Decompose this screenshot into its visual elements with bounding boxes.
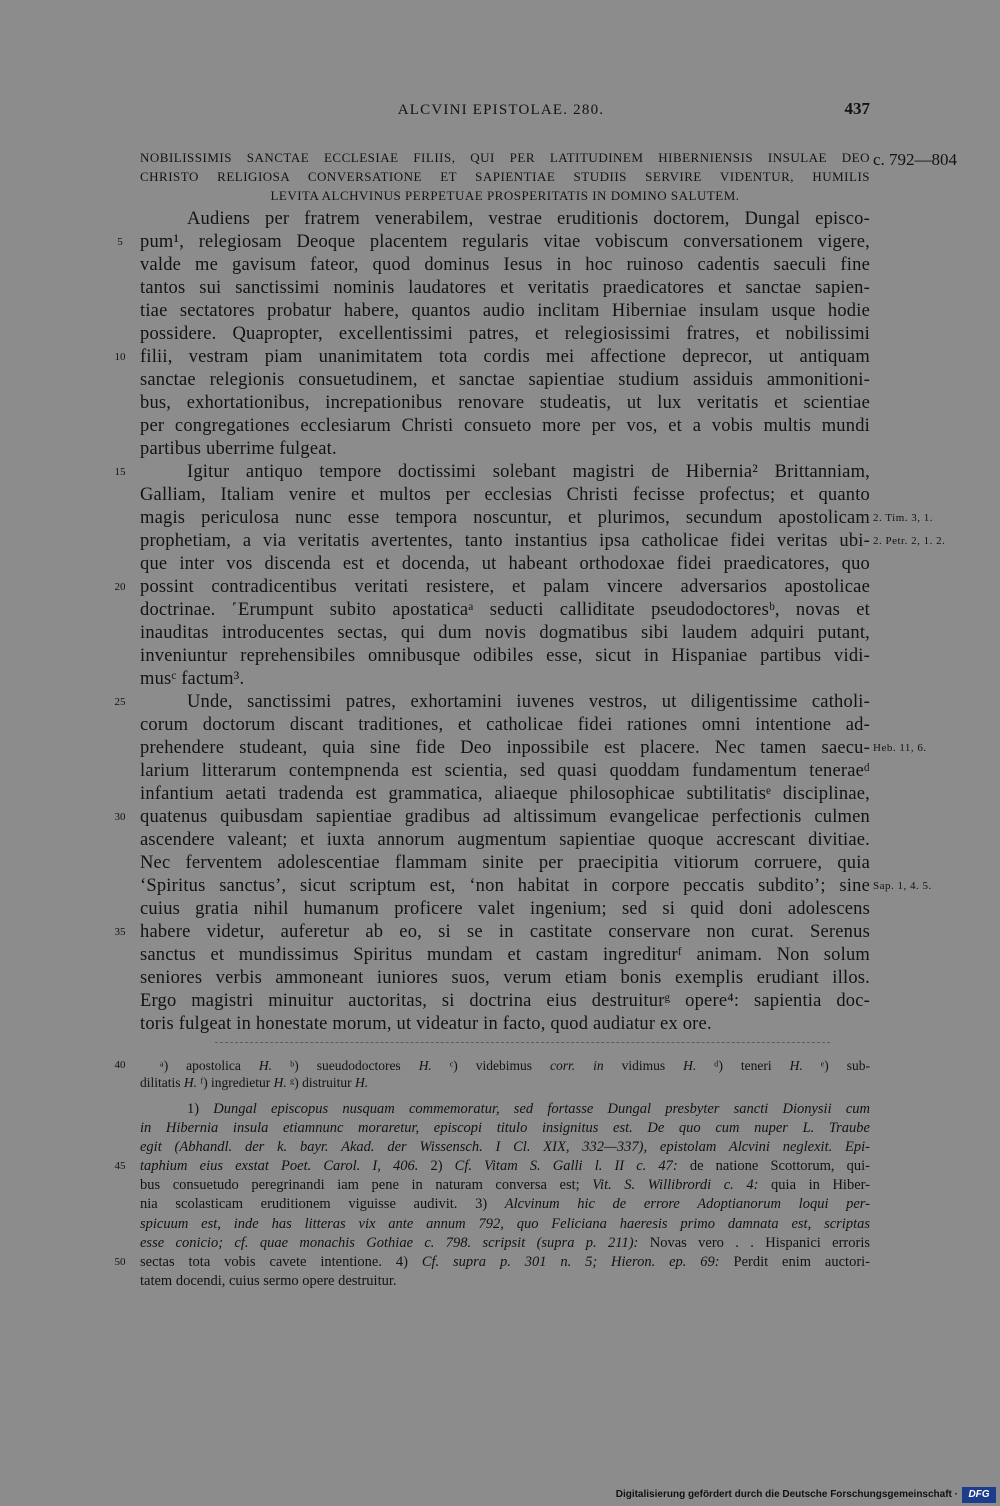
line-text: inauditas introducentes sectas, qui dum novis dogmatibus sibi laudem adquiri putant,	[140, 623, 870, 643]
line-number: 10	[114, 351, 126, 363]
note-text: ᶠ) ingredietur	[197, 1075, 274, 1090]
text-line	[114, 576, 870, 599]
line-text: Ergo magistri minuitur auctoritas, si doctrina eius destruiturᵍ opere⁴: sapientia doc-	[140, 991, 870, 1011]
text-line	[140, 898, 870, 921]
line-number: 40	[114, 1059, 126, 1071]
text-line	[140, 622, 870, 645]
note-line	[140, 1272, 870, 1291]
text-line	[140, 714, 870, 737]
note-line	[140, 1176, 870, 1195]
text-line	[114, 691, 870, 714]
note-text: Cf. Vitam S. Galli l. II c. 47:	[454, 1158, 678, 1175]
text-line	[140, 967, 870, 990]
margin-reference: Heb. 11, 6.	[873, 742, 927, 754]
text-line	[140, 484, 870, 507]
note-text: H.	[683, 1058, 697, 1073]
date-note: c. 792—804	[873, 150, 958, 169]
line-text: ‘Spiritus sanctus’, sicut scriptum est, ‘non habitat in corpore peccatis subdito’; sine	[140, 876, 870, 896]
note-text: Dungal episcopus nusquam commemoratur, sed fortasse Dungal presbyter sancti Dionysii cum	[213, 1101, 870, 1117]
note-text: tatem docendi, cuius sermo opere destruitur.	[140, 1272, 397, 1289]
note-text: corr. in	[550, 1058, 604, 1073]
note-line	[114, 1057, 870, 1074]
text-line	[140, 323, 870, 346]
text-line	[140, 530, 946, 553]
note-text: bus consuetudo peregrinandi iam pene in naturam conversa est;	[140, 1177, 593, 1194]
note-line	[114, 1253, 871, 1272]
note-line	[140, 1138, 870, 1157]
line-text: quatenus quibusdam sapientiae gradibus ad altissimum evangelicae perfectionis culmen	[140, 807, 870, 827]
note-line	[140, 1074, 870, 1091]
text-line	[140, 737, 927, 760]
line-text: pum¹, relegiosam Deoque placentem regularis vitae vobiscum conversationem vigere,	[140, 232, 870, 252]
text-line	[140, 369, 870, 392]
line-text: sanctae relegionis consuetudinem, et sanctae sapientiae studium assiduis ammonitioni-	[140, 370, 870, 390]
text-line	[140, 254, 870, 277]
line-text: Nec ferventem adolescentiae flammam sinite per praecipitia vitiorum corruere, quia	[140, 853, 870, 873]
note-text: H.	[418, 1058, 432, 1073]
note-text: ᵉ) sub-	[802, 1058, 870, 1073]
note-text: Perdit enim auctori-	[719, 1253, 871, 1270]
line-text: ascendere valeant; et iuxta annorum augmentum sapientiae quoque accrescant divitiae.	[140, 830, 870, 850]
note-text: taphium eius exstat Poet. Carol. I, 406.	[140, 1158, 419, 1175]
line-text: per congregationes ecclesiarum Christi consueto more per vos, et a vobis multis mundi	[140, 416, 870, 436]
line-text: valde me gavisum fateor, quod dominus Iesus in hoc ruinoso cadentis saeculi fine	[140, 255, 870, 275]
note-text: Novas vero . . Hispanici erroris	[638, 1234, 870, 1251]
text-line	[140, 829, 870, 852]
text-line	[140, 852, 870, 875]
line-text: sanctus et mundissimus Spiritus mundam et castam ingrediturᶠ animam. Non solum	[140, 945, 870, 965]
text-line	[140, 760, 870, 783]
footnotes	[114, 1100, 871, 1291]
text-line	[117, 231, 870, 254]
line-text: seniores verbis ammoneant iuniores suos, verum etiam bonis exemplis erudiant illos.	[140, 968, 870, 988]
line-text: que inter vos discenda est et docenda, ut habeant orthodoxae fidei praedicatores, quo	[140, 554, 870, 574]
note-text: H.	[258, 1058, 273, 1073]
note-text: sectas tota vobis cavete intentione. 4)	[140, 1253, 422, 1270]
note-line	[140, 1215, 870, 1234]
note-text: ᵃ) apostolica	[160, 1058, 259, 1073]
line-text: possidere. Quapropter, excellentissimi patres, et relegiosissimi fratres, et nobilissimi	[140, 324, 870, 344]
critical-apparatus	[114, 1057, 870, 1091]
line-text: possint contradicentibus veritati resistere, et palam vincere adversarios apostolicae	[140, 577, 870, 597]
note-line	[140, 1195, 870, 1214]
line-text: bus, exhortationibus, increpationibus renovare studeatis, ut lux veritatis et scientiae	[140, 393, 870, 413]
line-text: larium litterarum contempnenda est scientia, sed quasi quoddam fundamentum teneraeᵈ	[140, 761, 870, 781]
note-text: spicuum est, inde has litteras vix ante annum 792, quo Feliciana haeresis primo damnata est, scriptas	[140, 1215, 870, 1232]
page-number: 437	[844, 99, 870, 118]
line-text: doctrinae. ˹Erumpunt subito apostaticaᵃ seducti calliditate pseudodoctoresᵇ, novas et	[140, 600, 870, 620]
separator-rule	[215, 1042, 830, 1043]
text-line	[140, 300, 870, 323]
note-text: quia in Hiber-	[758, 1177, 870, 1194]
note-text: vidimus	[603, 1058, 684, 1073]
text-line	[140, 1013, 870, 1036]
note-text: ᶜ) videbimus	[431, 1058, 550, 1073]
note-line	[140, 1100, 870, 1119]
note-text: 2)	[418, 1158, 455, 1175]
note-text: Alcvinum hic de errore Adoptianorum loqui per-	[504, 1196, 870, 1213]
line-number: 5	[117, 236, 123, 248]
text-line	[114, 806, 870, 829]
address-line: NOBILISSIMIS SANCTAE ECCLESIAE FILIIS, QUI PER LATITUDINEM HIBERNIENSIS INSULAE DEO	[140, 150, 870, 165]
note-line	[140, 1119, 870, 1138]
text-line	[140, 599, 870, 622]
line-number: 30	[114, 811, 126, 823]
text-line	[140, 875, 932, 898]
note-text: Vit. S. Willibrordi c. 4:	[592, 1177, 759, 1194]
line-text: filii, vestram piam unanimitatem tota cordis mei affectione deprecor, ut antiquam	[140, 347, 870, 367]
line-text: corum doctorum discant traditiones, et catholicae fidei rationes omni intentione ad-	[140, 715, 870, 735]
line-text: Unde, sanctissimi patres, exhortamini iuvenes vestros, ut diligentissime catholi-	[187, 692, 870, 712]
line-text: Audiens per fratrem venerabilem, vestrae eruditionis doctorem, Dungal episco-	[187, 209, 870, 229]
line-text: prophetiam, a via veritatis avertentes, tanto instantius ipsa catholicae fidei veritas ubi-	[140, 531, 870, 551]
line-text: cuius gratia nihil humanum proficere valet ingenium; sed si quid doni adolescens	[140, 899, 870, 919]
address-line: LEVITA ALCHVINUS PERPETUAE PROSPERITATIS IN DOMINO SALUTEM.	[270, 188, 740, 203]
margin-reference: 2. Tim. 3, 1.	[873, 512, 933, 524]
note-text: ᵈ) teneri	[696, 1058, 790, 1073]
text-line	[140, 438, 870, 461]
note-text: Cf. supra p. 301 n. 5; Hieron. ep. 69:	[421, 1253, 720, 1270]
line-number: 25	[114, 696, 126, 708]
line-number: 15	[114, 466, 126, 478]
note-line	[114, 1157, 870, 1176]
text-line	[140, 507, 933, 530]
text-line	[140, 208, 870, 231]
line-text: Galliam, Italiam venire et multos per ecclesias Christi fecisse profectus; et quanto	[140, 485, 870, 505]
text-line	[140, 415, 870, 438]
address-line: CHRISTO RELIGIOSA CONVERSATIONE ET SAPIENTIAE STUDIIS SERVIRE VIDENTUR, HUMILIS	[140, 169, 870, 184]
line-text: toris fulgeat in honestate morum, ut videatur in facto, quod audiatur ex ore.	[140, 1014, 712, 1034]
margin-reference: Sap. 1, 4. 5.	[873, 880, 932, 892]
running-title: ALCVINI EPISTOLAE. 280.	[397, 102, 605, 118]
text-line	[140, 277, 870, 300]
text-line	[140, 392, 870, 415]
line-number: 50	[114, 1255, 126, 1268]
margin-reference: 2. Petr. 2, 1. 2.	[873, 535, 946, 547]
line-number: 20	[114, 581, 126, 593]
text-line	[140, 645, 870, 668]
note-text: H.	[273, 1075, 287, 1090]
note-text: nia scolasticam eruditionem viguisse audivit. 3)	[140, 1196, 505, 1213]
text-line	[114, 346, 870, 369]
text-line	[140, 668, 870, 691]
note-text: H.	[789, 1058, 803, 1073]
address-block	[140, 148, 870, 205]
line-text: magis periculosa nunc esse tempora noscuntur, et plurimos, secundum apostolicam	[140, 508, 870, 528]
text-line	[140, 783, 870, 806]
line-text: prehendere studeant, quia sine fide Deo inpossibile est placere. Nec tamen saecu-	[140, 738, 870, 758]
text-line	[140, 990, 870, 1013]
line-text: musᶜ factum³.	[140, 669, 245, 689]
line-text: infantium aetati tradenda est grammatica, aliaeque philosophicae subtilitatisᵉ disciplinae,	[140, 784, 870, 804]
text-line	[114, 461, 870, 484]
note-text: esse conicio; cf. quae monachis Gothiae c. 798. scripsit (supra p. 211):	[140, 1234, 639, 1251]
note-text: dilitatis	[140, 1075, 184, 1090]
note-text: H.	[354, 1075, 369, 1090]
line-text: inveniuntur reprehensibiles omnibusque odibiles esse, sicut in Hispaniae partibus vidi-	[140, 646, 870, 666]
digitization-credit: Digitalisierung gefördert durch die Deutsche Forschungsgemeinschaft ·	[615, 1489, 958, 1500]
note-line	[140, 1234, 870, 1253]
note-text: ᵍ) distruitur	[286, 1075, 355, 1090]
line-text: Igitur antiquo tempore doctissimi solebant magistri de Hibernia² Brittanniam,	[187, 462, 870, 482]
line-text: habere videtur, auferetur ab eo, si se in castitate conservare non curat. Serenus	[140, 922, 870, 942]
note-text: egit (Abhandl. der k. bayr. Akad. der Wissensch. I Cl. XIX, 332—337), epistolam Alcvini neglexit. Epi-	[140, 1139, 870, 1156]
main-text	[114, 208, 946, 1036]
line-number: 35	[114, 926, 126, 938]
line-text: partibus uberrime fulgeat.	[140, 439, 337, 459]
text-line	[140, 944, 870, 967]
text-line	[114, 921, 870, 944]
note-text: ᵇ) sueudodoctores	[272, 1058, 419, 1073]
line-text: tiae sectatores probatur habere, quantos audio inclitam Hiberniae insulam usque hodie	[140, 301, 870, 321]
note-text: H.	[183, 1075, 197, 1090]
note-text: in Hibernia insula etiamnunc moraretur, episcopi titulo insignitus est. De quo cum nuper L. Traube	[140, 1120, 870, 1137]
line-text: tantos sui sanctissimi nominis laudatores et veritatis praedicatores et sanctae sapien-	[140, 278, 870, 298]
dfg-logo: DFG	[962, 1487, 996, 1503]
note-text: de natione Scottorum, qui-	[677, 1158, 870, 1175]
line-number: 45	[114, 1160, 126, 1173]
note-text: 1)	[187, 1101, 214, 1117]
text-line	[140, 553, 870, 576]
